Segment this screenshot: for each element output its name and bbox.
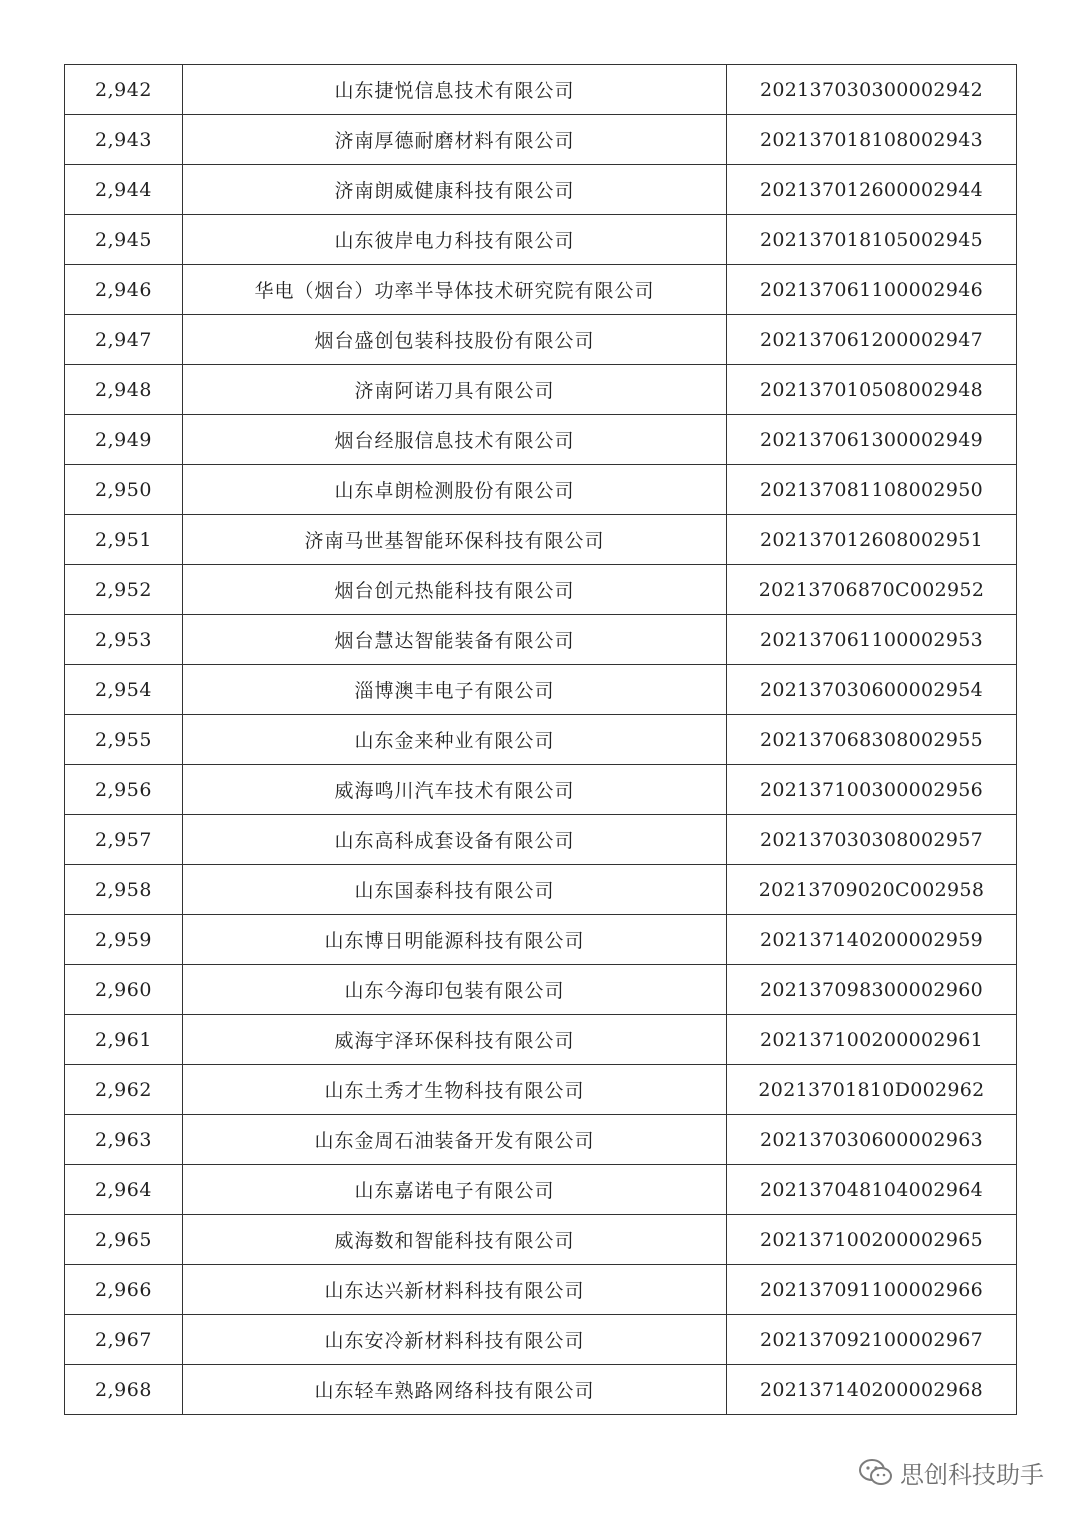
row-index-cell: 2,954 (65, 665, 183, 715)
company-name-cell: 山东彼岸电力科技有限公司 (183, 215, 727, 265)
registration-code-cell: 202137030300002942 (727, 65, 1017, 115)
registration-code-cell: 202137092100002967 (727, 1315, 1017, 1365)
registration-code-cell: 202137030600002954 (727, 665, 1017, 715)
row-index-cell: 2,956 (65, 765, 183, 815)
table-row (65, 1365, 1017, 1415)
table-row (65, 665, 1017, 715)
table-row (65, 1015, 1017, 1065)
table-row (65, 765, 1017, 815)
company-name-cell: 山东达兴新材料科技有限公司 (183, 1265, 727, 1315)
company-name-cell: 山东土秀才生物科技有限公司 (183, 1065, 727, 1115)
registration-code-cell: 202137140200002968 (727, 1365, 1017, 1415)
registration-code-cell: 202137030308002957 (727, 815, 1017, 865)
company-name-cell: 威海数和智能科技有限公司 (183, 1215, 727, 1265)
registration-code-cell: 202137091100002966 (727, 1265, 1017, 1315)
row-index-cell: 2,965 (65, 1215, 183, 1265)
row-index-cell: 2,950 (65, 465, 183, 515)
table-row (65, 265, 1017, 315)
registration-code-cell: 20213709020C002958 (727, 865, 1017, 915)
company-name-cell: 济南马世基智能环保科技有限公司 (183, 515, 727, 565)
table-row (65, 465, 1017, 515)
table-row (65, 1265, 1017, 1315)
row-index-cell: 2,960 (65, 965, 183, 1015)
row-index-cell: 2,944 (65, 165, 183, 215)
table-row (65, 1315, 1017, 1365)
row-index-cell: 2,967 (65, 1315, 183, 1365)
registration-code-cell: 202137068308002955 (727, 715, 1017, 765)
company-name-cell: 烟台盛创包装科技股份有限公司 (183, 315, 727, 365)
company-name-cell: 山东高科成套设备有限公司 (183, 815, 727, 865)
company-name-cell: 山东卓朗检测股份有限公司 (183, 465, 727, 515)
table-row (65, 215, 1017, 265)
row-index-cell: 2,964 (65, 1165, 183, 1215)
table-body (65, 65, 1017, 1415)
company-name-cell: 山东国泰科技有限公司 (183, 865, 727, 915)
row-index-cell: 2,957 (65, 815, 183, 865)
registration-code-cell: 202137010508002948 (727, 365, 1017, 415)
company-name-cell: 山东金来种业有限公司 (183, 715, 727, 765)
company-name-cell: 山东嘉诺电子有限公司 (183, 1165, 727, 1215)
row-index-cell: 2,958 (65, 865, 183, 915)
company-name-cell: 山东今海印包装有限公司 (183, 965, 727, 1015)
registration-code-cell: 202137100300002956 (727, 765, 1017, 815)
table-row (65, 165, 1017, 215)
company-name-cell: 山东博日明能源科技有限公司 (183, 915, 727, 965)
registration-code-cell: 202137098300002960 (727, 965, 1017, 1015)
company-name-cell: 威海宇泽环保科技有限公司 (183, 1015, 727, 1065)
registration-code-cell: 202137018108002943 (727, 115, 1017, 165)
registration-code-cell: 202137030600002963 (727, 1115, 1017, 1165)
row-index-cell: 2,966 (65, 1265, 183, 1315)
row-index-cell: 2,943 (65, 115, 183, 165)
table-row (65, 515, 1017, 565)
table-row (65, 415, 1017, 465)
registration-code-cell: 202137012600002944 (727, 165, 1017, 215)
wechat-icon (858, 1458, 894, 1488)
table-row (65, 965, 1017, 1015)
row-index-cell: 2,955 (65, 715, 183, 765)
registration-code-cell: 202137018105002945 (727, 215, 1017, 265)
watermark (858, 1455, 1044, 1490)
table-row (65, 315, 1017, 365)
row-index-cell: 2,962 (65, 1065, 183, 1115)
company-name-cell: 烟台创元热能科技有限公司 (183, 565, 727, 615)
row-index-cell: 2,961 (65, 1015, 183, 1065)
table-row (65, 365, 1017, 415)
registration-code-cell: 202137061100002946 (727, 265, 1017, 315)
table-row (65, 115, 1017, 165)
row-index-cell: 2,947 (65, 315, 183, 365)
registration-code-cell: 202137140200002959 (727, 915, 1017, 965)
table-row (65, 1215, 1017, 1265)
registration-code-cell: 20213706870C002952 (727, 565, 1017, 615)
registration-code-cell: 202137100200002961 (727, 1015, 1017, 1065)
table-row (65, 1065, 1017, 1115)
table-row (65, 1165, 1017, 1215)
company-name-cell: 济南朗威健康科技有限公司 (183, 165, 727, 215)
row-index-cell: 2,949 (65, 415, 183, 465)
table-row (65, 615, 1017, 665)
row-index-cell: 2,952 (65, 565, 183, 615)
row-index-cell: 2,942 (65, 65, 183, 115)
company-name-cell: 淄博澳丰电子有限公司 (183, 665, 727, 715)
company-list-table-wrapper (64, 64, 1016, 1415)
company-name-cell: 华电（烟台）功率半导体技术研究院有限公司 (183, 265, 727, 315)
company-name-cell: 山东金周石油装备开发有限公司 (183, 1115, 727, 1165)
table-row (65, 565, 1017, 615)
watermark-text: 思创科技助手 (900, 1461, 1044, 1489)
registration-code-cell: 202137061100002953 (727, 615, 1017, 665)
row-index-cell: 2,968 (65, 1365, 183, 1415)
registration-code-cell: 202137061300002949 (727, 415, 1017, 465)
row-index-cell: 2,959 (65, 915, 183, 965)
company-name-cell: 威海鸣川汽车技术有限公司 (183, 765, 727, 815)
registration-code-cell: 202137081108002950 (727, 465, 1017, 515)
row-index-cell: 2,953 (65, 615, 183, 665)
company-name-cell: 山东轻车熟路网络科技有限公司 (183, 1365, 727, 1415)
table-row (65, 1115, 1017, 1165)
registration-code-cell: 20213701810D002962 (727, 1065, 1017, 1115)
registration-code-cell: 202137061200002947 (727, 315, 1017, 365)
registration-code-cell: 202137048104002964 (727, 1165, 1017, 1215)
company-name-cell: 烟台经服信息技术有限公司 (183, 415, 727, 465)
row-index-cell: 2,948 (65, 365, 183, 415)
company-name-cell: 济南厚德耐磨材料有限公司 (183, 115, 727, 165)
row-index-cell: 2,951 (65, 515, 183, 565)
company-name-cell: 山东安冷新材料科技有限公司 (183, 1315, 727, 1365)
company-name-cell: 济南阿诺刀具有限公司 (183, 365, 727, 415)
company-name-cell: 烟台慧达智能装备有限公司 (183, 615, 727, 665)
row-index-cell: 2,963 (65, 1115, 183, 1165)
registration-code-cell: 202137100200002965 (727, 1215, 1017, 1265)
table-row (65, 915, 1017, 965)
table-row (65, 815, 1017, 865)
row-index-cell: 2,945 (65, 215, 183, 265)
table-row (65, 865, 1017, 915)
table-row (65, 65, 1017, 115)
registration-code-cell: 202137012608002951 (727, 515, 1017, 565)
row-index-cell: 2,946 (65, 265, 183, 315)
company-list-table (64, 64, 1017, 1415)
table-row (65, 715, 1017, 765)
company-name-cell: 山东捷悦信息技术有限公司 (183, 65, 727, 115)
